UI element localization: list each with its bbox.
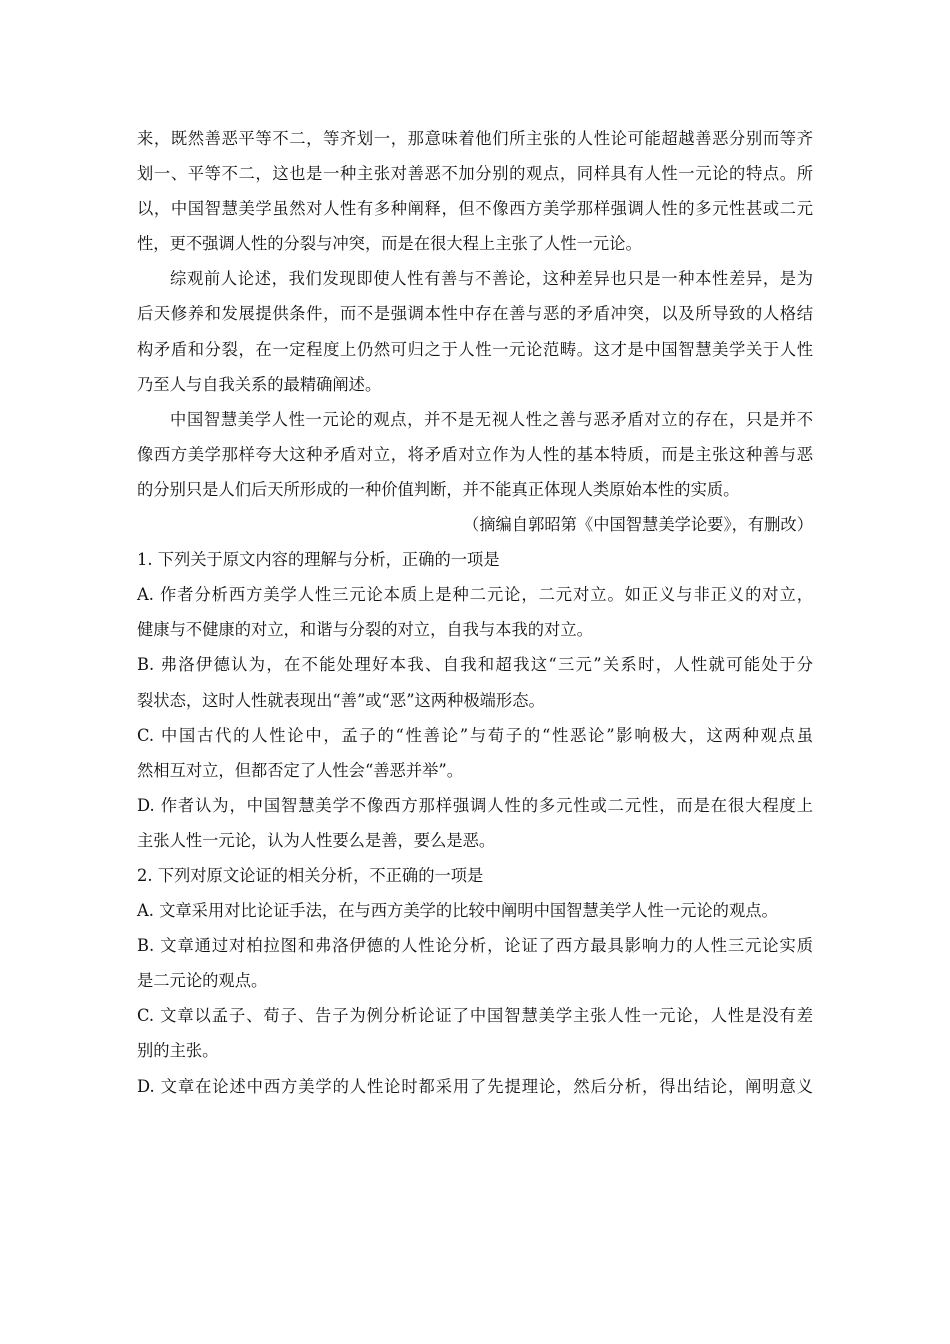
text-line: 中国智慧美学人性一元论的观点，并不是无视人性之善与恶矛盾对立的存在，只是并不 [170, 409, 813, 429]
question-1 [137, 542, 813, 858]
text-line: 后天修养和发展提供条件，而不是强调本性中存在善与恶的矛盾冲突，以及所导致的人格结 [137, 304, 813, 324]
option-line: 健康与不健康的对立，和谐与分裂的对立，自我与本我的对立。 [137, 620, 593, 640]
paragraph-1 [137, 121, 813, 261]
option-line: B. 文章通过对柏拉图和弗洛伊德的人性论分析，论证了西方最具影响力的人性三元论实质 [137, 936, 813, 956]
question-2 [137, 858, 813, 1104]
option-d[interactable] [137, 788, 813, 858]
option-line: D. 文章在论述中西方美学的人性论时都采用了先提理论，然后分析，得出结论，阐明意义 [137, 1076, 813, 1096]
text-line: 划一、平等不二，这也是一种主张对善恶不加分别的观点，同样具有人性一元论的特点。所 [137, 164, 813, 184]
text-line: 像西方美学那样夸大这种矛盾对立，将矛盾对立作为人性的基本特质，而是主张这种善与恶 [137, 444, 813, 464]
text-line: 综观前人论述，我们发现即使人性有善与不善论，这种差异也只是一种本性差异，是为 [170, 269, 813, 289]
question-stem: 2. 下列对原文论证的相关分析，不正确的一项是 [137, 865, 484, 885]
option-line: D. 作者认为，中国智慧美学不像西方那样强调人性的多元性或二元性，而是在很大程度上 [137, 795, 813, 815]
paragraph-2 [137, 261, 813, 401]
option-a[interactable] [137, 893, 813, 928]
option-b[interactable] [137, 647, 813, 717]
option-line: C. 文章以孟子、荀子、告子为例分析论证了中国智慧美学主张人性一元论，人性是没有差 [137, 1006, 813, 1026]
text-line: 乃至人与自我关系的最精确阐述。 [137, 374, 382, 394]
option-b[interactable] [137, 928, 813, 998]
paragraph-3 [137, 402, 813, 507]
option-d[interactable] [137, 1069, 813, 1104]
option-line: C. 中国古代的人性论中，孟子的“性善论”与荀子的“性恶论”影响极大，这两种观点虽 [137, 725, 813, 745]
option-c[interactable] [137, 998, 813, 1068]
text-line: 以，中国智慧美学虽然对人性有多种阐释，但不像西方美学那样强调人性的多元性甚或二元 [137, 199, 813, 219]
text-line: 构矛盾和分裂，在一定程度上仍然可归之于人性一元论范畴。这才是中国智慧美学关于人性 [137, 339, 813, 359]
text-line: 性，更不强调人性的分裂与冲突，而是在很大程上主张了人性一元论。 [137, 234, 642, 254]
question-stem: 1. 下列关于原文内容的理解与分析，正确的一项是 [137, 550, 500, 570]
option-line: A. 作者分析西方美学人性三元论本质上是种二元论，二元对立。如正义与非正义的对立， [137, 585, 813, 605]
option-line: 是二元论的观点。 [137, 971, 268, 991]
option-line: 然相互对立，但都否定了人性会“善恶并举”。 [137, 760, 463, 780]
option-line: 裂状态，这时人性就表现出“善”或“恶”这两种极端形态。 [137, 690, 545, 710]
source-citation: （摘编自郭昭第《中国智慧美学论要》，有删改） [462, 515, 813, 535]
option-line: 别的主张。 [137, 1041, 219, 1061]
text-line: 来，既然善恶平等不二，等齐划一，那意味着他们所主张的人性论可能超越善恶分别而等齐 [137, 129, 813, 148]
option-line: B. 弗洛伊德认为，在不能处理好本我、自我和超我这“三元”关系时，人性就可能处于分 [137, 655, 813, 675]
option-a[interactable] [137, 577, 813, 647]
document-page [137, 121, 813, 1104]
option-c[interactable] [137, 718, 813, 788]
option-line: 主张人性一元论，认为人性要么是善，要么是恶。 [137, 830, 496, 850]
option-line: A. 文章采用对比论证手法，在与西方美学的比较中阐明中国智慧美学人性一元论的观点。 [137, 901, 778, 921]
text-line: 的分别只是人们后天所形成的一种价值判断，并不能真正体现人类原始本性的实质。 [137, 479, 740, 499]
